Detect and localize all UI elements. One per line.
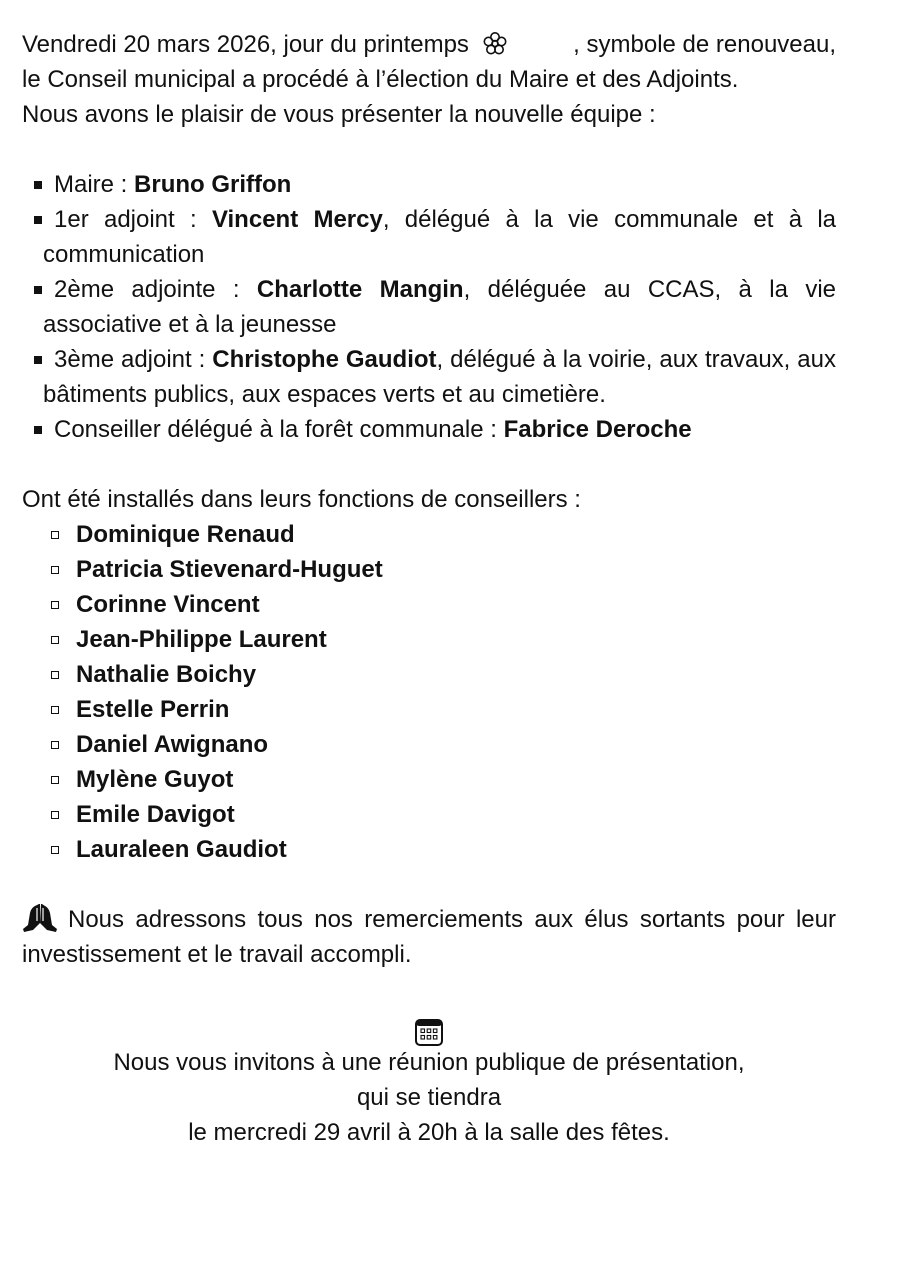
intro-line-2: le Conseil municipal a procédé à l’élection du Maire et des Adjoints. — [22, 66, 739, 93]
council-member: Dominique Renaud — [22, 517, 836, 552]
officer-item — [22, 342, 836, 412]
council-list — [22, 517, 836, 867]
folded-hands-icon — [22, 903, 58, 933]
officer-detail: , délégué à la voirie, aux travaux, aux bâtiments publics, aux espaces verts et au cimetière. — [43, 346, 836, 408]
council-member: Mylène Guyot — [22, 762, 836, 797]
council-member: Jean-Philippe Laurent — [22, 622, 836, 657]
officer-name: Charlotte Mangin — [256, 276, 464, 303]
council-title: Ont été installés dans leurs fonctions de conseillers : — [22, 486, 581, 513]
council-member: Nathalie Boichy — [22, 657, 836, 692]
officer-detail: , déléguée au CCAS, à la vie associative et à la jeunesse — [43, 276, 836, 338]
intro-line-1-end: , symbole de renouveau, — [573, 31, 836, 58]
officer-role: 1er adjoint : — [54, 206, 212, 233]
officer-name: Fabrice Deroche — [503, 416, 692, 443]
officer-name: Vincent Mercy — [211, 206, 383, 233]
calendar-icon — [414, 1017, 444, 1047]
council-member: Lauraleen Gaudiot — [22, 832, 836, 867]
meeting-announcement — [0, 1017, 858, 1150]
meeting-line-3: le mercredi 29 avril à 20h à la salle des fêtes. — [188, 1119, 670, 1146]
thanks-text: Nous adressons tous nos remerciements aux élus sortants pour leur investissement et le travail accompli. — [22, 906, 836, 968]
officer-item — [22, 202, 836, 272]
officer-role: 3ème adjoint : — [54, 346, 213, 373]
officer-name: Bruno Griffon — [134, 171, 292, 198]
document-page — [22, 27, 836, 1150]
officers-list — [22, 167, 836, 447]
intro-line-3: Nous avons le plaisir de vous présenter la nouvelle équipe : — [22, 101, 656, 128]
council-member: Estelle Perrin — [22, 692, 836, 727]
flower-icon — [482, 31, 508, 57]
thanks-paragraph — [22, 902, 836, 972]
officer-role: Maire : — [54, 171, 135, 198]
council-member: Emile Davigot — [22, 797, 836, 832]
intro-line-1 — [22, 27, 836, 62]
officer-role: 2ème adjointe : — [54, 276, 257, 303]
officer-item — [22, 272, 836, 342]
officer-item — [22, 167, 836, 202]
intro-paragraph — [22, 27, 836, 132]
officer-item — [22, 412, 836, 447]
intro-line-1-start: Vendredi 20 mars 2026, jour du printemps — [22, 31, 469, 58]
meeting-line-2: qui se tiendra — [356, 1084, 502, 1111]
meeting-line-1: Nous vous invitons à une réunion publique de présentation, — [113, 1049, 745, 1076]
officer-role: Conseiller délégué à la forêt communale : — [54, 416, 504, 443]
officer-detail: , délégué à la vie communale et à la communication — [43, 206, 837, 268]
officer-name: Christophe Gaudiot — [212, 346, 437, 373]
council-member: Patricia Stievenard-Huguet — [22, 552, 836, 587]
council-member: Corinne Vincent — [22, 587, 836, 622]
council-member: Daniel Awignano — [22, 727, 836, 762]
